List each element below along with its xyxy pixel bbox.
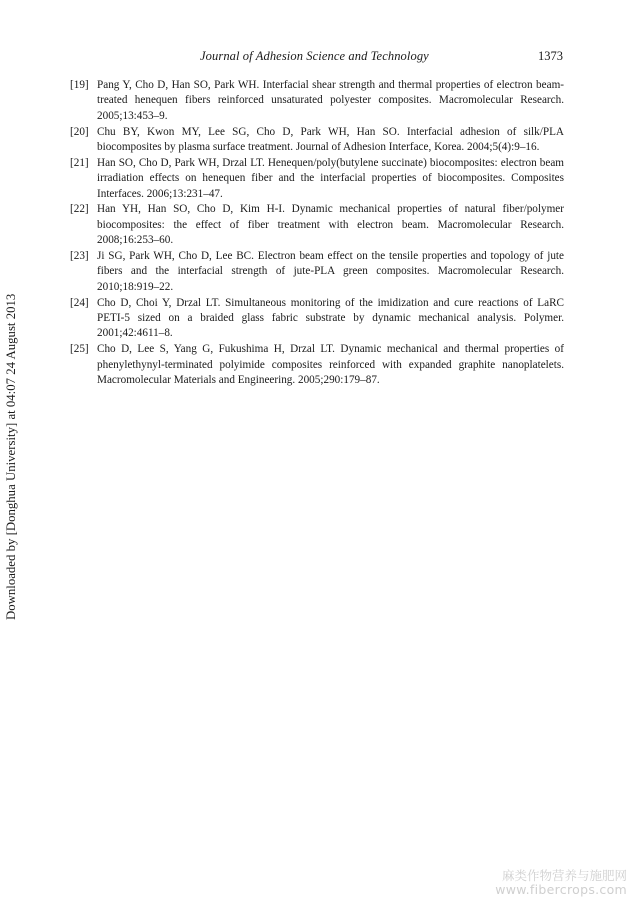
reference-text: Pang Y, Cho D, Han SO, Park WH. Interfacial shear strength and thermal properties of electron beam-treated henequen fibers reinforced unsaturated polyester composites. Macromolecular Research. 2005;13:453–9. [97, 79, 564, 122]
reference-text: Cho D, Lee S, Yang G, Fukushima H, Drzal LT. Dynamic mechanical and thermal properties of phenylethynyl-terminated polyimide composites reinforced with expanded graphite nanoplatelets. Macromolecular Materials and Engineering. 2005;290:179–87. [97, 343, 564, 387]
page-number: 1373 [538, 49, 563, 63]
site-watermark [495, 869, 627, 897]
watermark-site-name: 麻类作物营养与施肥网 [501, 868, 627, 883]
reference-text: Chu BY, Kwon MY, Lee SG, Cho D, Park WH, Han SO. Interfacial adhesion of silk/PLA biocomposites by plasma surface treatment. Journal of Adhesion Interface, Korea. 2004;5(4):9–16. [97, 125, 564, 154]
reference-item [70, 156, 564, 202]
running-header [0, 49, 635, 67]
reference-text: Han YH, Han SO, Cho D, Kim H-I. Dynamic mechanical properties of natural fiber/polymer biocomposites: the effect of fiber treatment with electron beam. Macromolecular Research. 2008;16:253–60. [97, 203, 564, 247]
reference-text: Ji SG, Park WH, Cho D, Lee BC. Electron beam effect on the tensile properties and topology of jute fibers and the interfacial strength of jute-PLA green composites. Macromolecular Research. 2010;18:919–22. [97, 250, 564, 293]
reference-number: [23] [70, 250, 89, 263]
reference-text: Han SO, Cho D, Park WH, Drzal LT. Henequen/poly(butylene succinate) biocomposites: electron beam irradiation effects on henequen fiber and the interfacial properties of biocomposites. Composites Interfaces. 2006;13:231–47. [97, 156, 564, 200]
download-stamp: Downloaded by [Donghua University] at 04:07 24 August 2013 [4, 293, 18, 620]
reference-item [70, 202, 564, 248]
reference-text: Cho D, Choi Y, Drzal LT. Simultaneous monitoring of the imidization and cure reactions of LaRC PETI-5 sized on a braided glass fabric substrate by dynamic mechanical analysis. Polymer. 2001;42:4611–8. [97, 296, 564, 340]
reference-number: [22] [70, 203, 89, 216]
reference-number: [25] [70, 343, 89, 356]
reference-number: [21] [70, 156, 89, 169]
reference-item [70, 249, 564, 295]
reference-list [70, 78, 564, 389]
reference-item [70, 78, 564, 124]
reference-item [70, 125, 564, 156]
watermark-url: www.fibercrops.com [495, 882, 627, 897]
reference-number: [24] [70, 296, 89, 309]
reference-number: [19] [70, 79, 89, 91]
reference-item [70, 342, 564, 388]
reference-number: [20] [70, 125, 89, 138]
reference-item [70, 296, 564, 342]
journal-title: Journal of Adhesion Science and Technology [200, 49, 429, 63]
